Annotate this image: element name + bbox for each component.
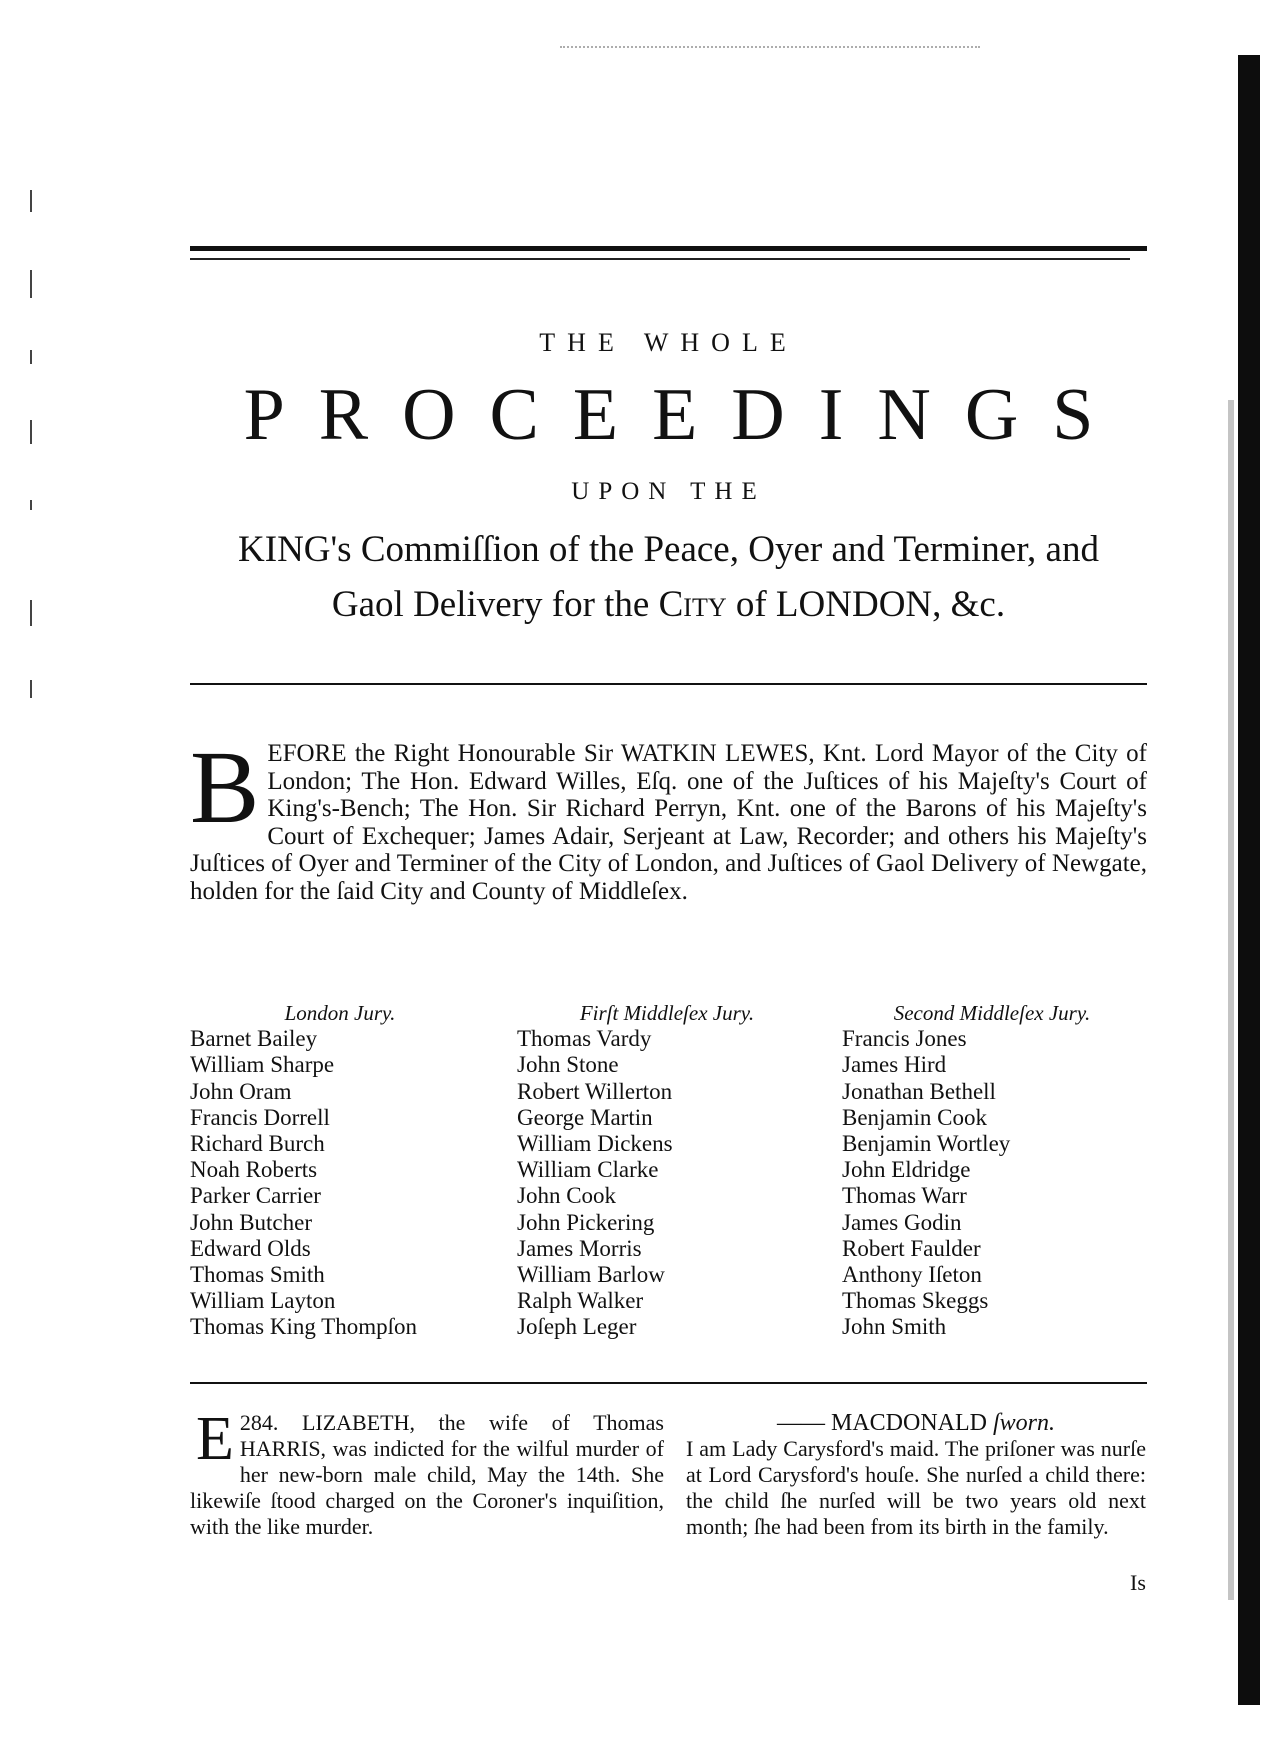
case-dropcap: E xyxy=(196,1405,234,1473)
juror-name: Francis Dorrell xyxy=(190,1104,330,1130)
binding-edge xyxy=(1238,55,1260,1705)
juror-name: Anthony Iſeton xyxy=(842,1262,982,1288)
juror-name: Thomas Smith xyxy=(190,1262,325,1288)
second-middlesex-jury xyxy=(842,1000,1142,1341)
first-middlesex-jury xyxy=(517,1000,817,1341)
juror-name: Richard Burch xyxy=(190,1131,325,1157)
title-gaol-text: Gaol Delivery for the xyxy=(331,584,659,625)
juror-name: William Barlow xyxy=(517,1262,665,1288)
juror-name: William Layton xyxy=(190,1288,336,1314)
witness-text: I am Lady Carysford's maid. The priſoner was nurſe at Lord Carysford's houſe. She nurſed a child there: the child ſhe nurſed will be two years old next month; ſhe had been from its birth in the family. xyxy=(686,1436,1146,1539)
juror-name: William Sharpe xyxy=(190,1052,335,1078)
witness-sworn: ſworn. xyxy=(992,1410,1055,1436)
juror-name: Jonathan Bethell xyxy=(842,1078,996,1104)
section-divider xyxy=(190,683,1147,685)
juror-name: Joſeph Leger xyxy=(517,1314,637,1340)
juror-name: John Butcher xyxy=(190,1209,313,1235)
juror-name: William Clarke xyxy=(517,1157,659,1183)
juror-name: Robert Faulder xyxy=(842,1235,981,1261)
juror-name: Thomas King Thompſon xyxy=(190,1314,418,1340)
scan-noise xyxy=(560,46,980,52)
second-middlesex-jury-title: Second Middleſex Jury. xyxy=(893,1001,1091,1025)
header-rule-thick xyxy=(190,246,1147,251)
juror-name: Benjamin Wortley xyxy=(842,1131,1011,1157)
preamble-text: EFORE the Right Honourable Sir WATKIN LEWES, Knt. Lord Mayor of the City of London; The Hon. Edward Willes, Eſq. one of the Juſtices of his Majeſty's Court of King's-Bench; The Hon. Sir Richard Perryn, Knt. one of the Barons of his Majeſty's Court of Exchequer; James Adair, Serjeant at Law, Recorder; and others his Majeſty's Juſtices of Oyer and Terminer of the City of London, and Juſtices of Gaol Delivery of Newgate, holden for the ſaid City and County of Middleſex. xyxy=(190,740,1147,905)
title-proceedings: PROCEEDINGS xyxy=(243,374,1128,456)
london-jury xyxy=(190,1000,490,1341)
juror-name: Parker Carrier xyxy=(190,1183,321,1209)
header-rule-thin xyxy=(190,258,1130,260)
first-middlesex-jury-title: Firſt Middleſex Jury. xyxy=(579,1001,755,1025)
witness-testimony xyxy=(686,1410,1146,1540)
title-london-text: of LONDON, &c. xyxy=(726,584,1006,625)
juror-name: James Morris xyxy=(517,1235,642,1261)
juror-name: Barnet Bailey xyxy=(190,1026,318,1052)
juror-name: Edward Olds xyxy=(190,1235,311,1261)
binding-shadow xyxy=(1228,400,1234,1600)
case-paragraph xyxy=(190,1405,664,1540)
juror-name: Ralph Walker xyxy=(517,1288,644,1314)
juror-name: John Eldridge xyxy=(842,1157,971,1183)
title-commission-line: KING's Commiſſion of the Peace, Oyer and Terminer, and xyxy=(238,529,1099,570)
title-the-whole: THE WHOLE xyxy=(539,328,798,357)
catchword: Is xyxy=(1130,1570,1146,1595)
juror-name: James Hird xyxy=(842,1052,947,1078)
juror-name: Thomas Skeggs xyxy=(842,1288,989,1314)
juror-name: William Dickens xyxy=(517,1131,673,1157)
juror-name: Robert Willerton xyxy=(517,1078,673,1104)
juror-name: Thomas Warr xyxy=(842,1183,967,1209)
juror-name: James Godin xyxy=(842,1209,962,1235)
juror-name: Benjamin Cook xyxy=(842,1104,988,1130)
juror-name: George Martin xyxy=(517,1104,653,1130)
jury-divider xyxy=(190,1382,1147,1384)
preamble-paragraph xyxy=(190,730,1147,905)
title-gaol-line xyxy=(190,583,1147,627)
london-jury-title: London Jury. xyxy=(284,1001,396,1025)
second-middlesex-jury-list xyxy=(842,1026,1142,1340)
juror-name: Thomas Vardy xyxy=(517,1026,652,1052)
title-upon-the: UPON THE xyxy=(571,478,766,505)
juror-name: Noah Roberts xyxy=(190,1157,318,1183)
case-text: LIZABETH, the wife of Thomas HARRIS, was indicted for the wilful murder of her new-born male child, May the 14th. She likewiſe ſtood charged on the Coroner's inquiſition, with the like murder. xyxy=(190,1410,664,1539)
preamble-dropcap: B xyxy=(190,730,260,845)
title-city-word: City xyxy=(658,584,727,625)
juror-name: John Stone xyxy=(517,1052,619,1078)
witness-header xyxy=(686,1410,1146,1436)
margin-marks xyxy=(20,160,50,760)
first-middlesex-jury-list xyxy=(517,1026,817,1340)
juror-name: John Pickering xyxy=(517,1209,655,1235)
juror-name: Francis Jones xyxy=(842,1026,967,1052)
juror-name: John Cook xyxy=(517,1183,617,1209)
juror-name: John Oram xyxy=(190,1078,292,1104)
london-jury-list xyxy=(190,1026,490,1340)
case-number: 284. xyxy=(239,1410,279,1435)
witness-name: —— MACDONALD xyxy=(776,1410,993,1436)
juror-name: John Smith xyxy=(842,1314,947,1340)
